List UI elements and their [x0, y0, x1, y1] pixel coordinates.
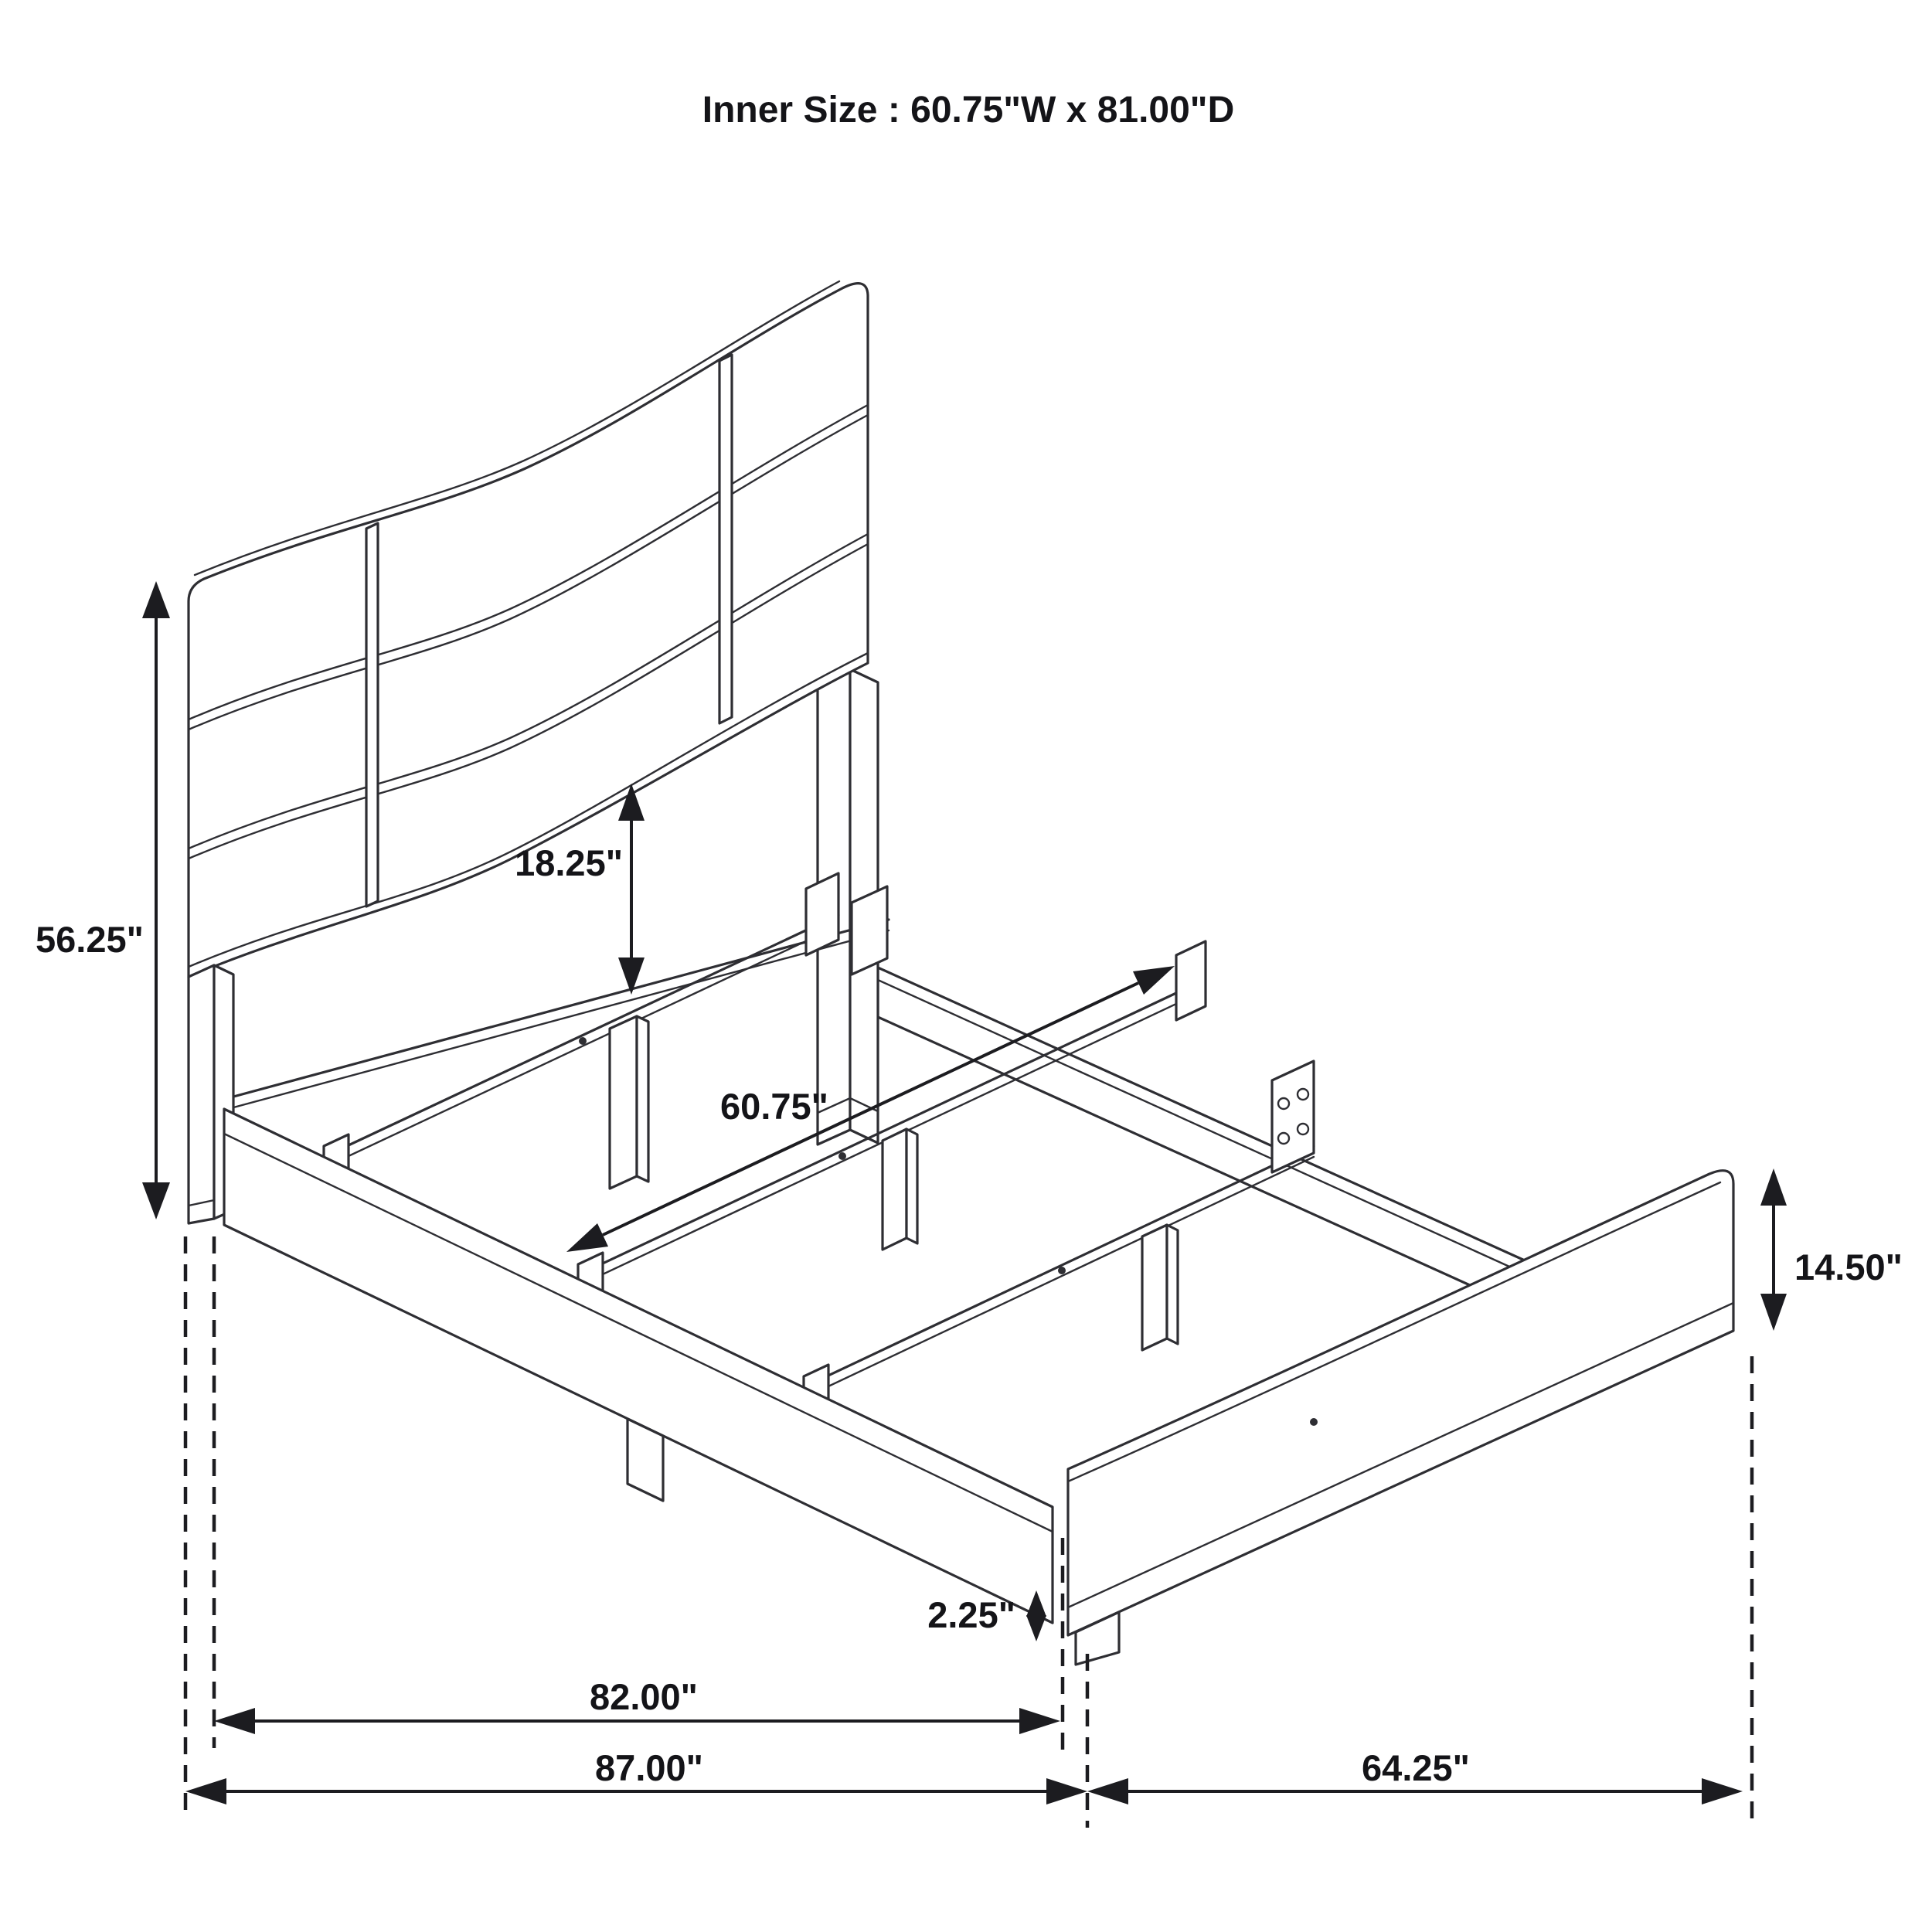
mounting-bracket [1272, 1061, 1314, 1172]
dim-headboard-height-label: 56.25" [36, 919, 144, 960]
dim-total-length-label: 87.00" [595, 1747, 703, 1788]
dim-total-width [1087, 1747, 1743, 1804]
dim-footboard-height-label: 14.50" [1794, 1247, 1903, 1287]
side-rail-far [878, 968, 1525, 1285]
support-slat-3 [804, 1146, 1314, 1422]
diagram-title: Inner Size : 60.75"W x 81.00"D [702, 90, 1235, 131]
accent-strip [366, 523, 378, 906]
slat-leg [883, 1129, 917, 1250]
dim-support-height-label: 18.25" [515, 842, 623, 883]
dim-total-length [185, 1747, 1087, 1804]
dim-frame-length-label: 82.00" [590, 1676, 698, 1717]
slat-leg [1142, 1225, 1178, 1350]
support-slat-1 [324, 873, 838, 1191]
dim-base-reveal-label: 2.25" [927, 1594, 1015, 1635]
slat-leg [610, 1016, 648, 1189]
dim-footboard-height [1760, 1168, 1903, 1331]
side-rail-near [224, 1109, 1053, 1623]
accent-strip [719, 355, 732, 723]
dim-frame-length [214, 1676, 1060, 1734]
dim-total-width-label: 64.25" [1362, 1747, 1470, 1788]
dim-headboard-height [36, 581, 170, 1219]
dim-inner-width-label: 60.75" [720, 1086, 828, 1127]
